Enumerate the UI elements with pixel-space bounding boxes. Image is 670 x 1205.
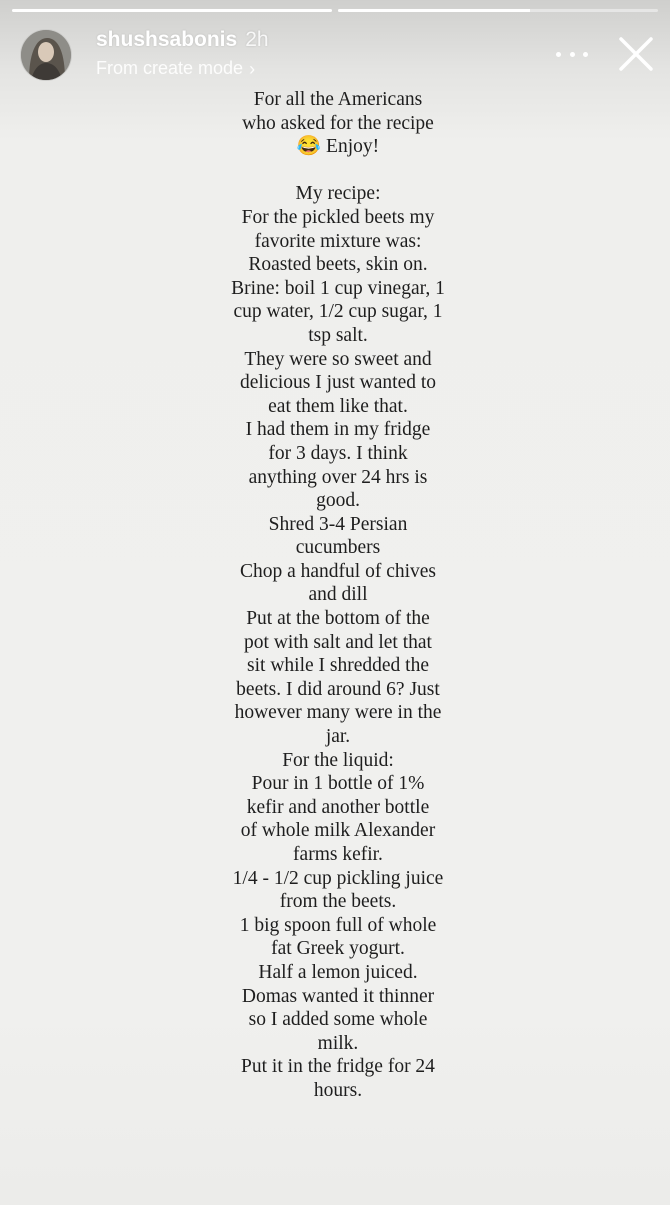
story-text-line: 1/4 - 1/2 cup pickling juice [232,867,444,889]
story-text-line: kefir and another bottle [246,796,430,818]
username[interactable]: shushsabonis [96,28,238,51]
story-text-line: My recipe: [295,183,381,205]
subtitle-text: From create mode [96,58,244,78]
more-dot [570,52,575,57]
chevron-right-icon: › [249,58,256,79]
story-text-line: Roasted beets, skin on. [248,254,428,276]
profile-photo-icon [21,30,71,80]
story-text-line: For the liquid: [282,749,394,771]
progress-segment-fill [12,9,332,12]
story-text-line: Shred 3-4 Persian [268,513,408,535]
story-text-line: however many were in the [234,702,442,724]
story-text-line: who asked for the recipe [242,112,434,134]
more-dots-icon[interactable] [556,44,588,64]
story-text-line: tsp salt. [308,324,368,346]
story-text-line: fat Greek yogurt. [271,938,405,960]
avatar[interactable] [20,29,72,81]
story-text-line: Domas wanted it thinner [241,985,435,1007]
progress-segment [12,9,332,12]
story-text-line: milk. [317,1032,359,1054]
story-text-line: and dill [308,584,368,606]
username-line[interactable] [96,28,269,52]
progress-segment-fill [338,9,530,12]
story-text-line: Chop a handful of chives [239,560,437,582]
story-text-line: sit while I shredded the [247,655,429,677]
story-text-line: I had them in my fridge [245,419,431,441]
story-text-line: from the beets. [279,891,397,913]
story-text-line: 😂 Enjoy! [296,136,380,158]
story-text-line: anything over 24 hrs is [248,466,428,488]
story-text-line: favorite mixture was: [254,230,422,252]
story-text-line: good. [316,490,360,512]
story-text-line [200,159,476,183]
more-dot [556,52,561,57]
story-text-line: Half a lemon juiced. [258,961,418,983]
story-text-line: 1 big spoon full of whole [239,914,437,936]
story-text-line: Brine: boil 1 cup vinegar, 1 [231,277,445,299]
story-text-line: They were so sweet and [244,348,432,370]
story-text-line: Pour in 1 bottle of 1% [251,773,425,795]
story-progress-bar [12,9,658,12]
story-text-line: beets. I did around 6? Just [236,678,440,700]
more-dot [583,52,588,57]
story-text-line: for 3 days. I think [268,442,408,464]
time-ago: 2h [245,28,269,51]
story-text-line: Put at the bottom of the [246,608,430,630]
close-icon[interactable] [616,34,656,74]
story-text-line: pot with salt and let that [244,631,432,653]
story-text-line: of whole milk Alexander [240,820,436,842]
story-text-line: hours. [313,1079,363,1101]
story-text-line: Put it in the fridge for 24 [241,1056,435,1078]
story-text-line: jar. [325,726,351,748]
story-header [20,26,656,86]
story-text-line: so I added some whole [248,1009,428,1031]
story-text-line: delicious I just wanted to [239,372,437,394]
story-text-line: cup water, 1/2 cup sugar, 1 [233,301,443,323]
story-text [200,88,476,1103]
story-text-line: For all the Americans [253,89,423,110]
story-text-line: farms kefir. [293,844,383,865]
progress-segment [338,9,658,12]
story-text-line: cucumbers [295,537,381,559]
story-text-line: For the pickled beets my [241,206,435,228]
story-text-line: eat them like that. [268,395,408,417]
create-mode-link[interactable] [96,58,255,79]
